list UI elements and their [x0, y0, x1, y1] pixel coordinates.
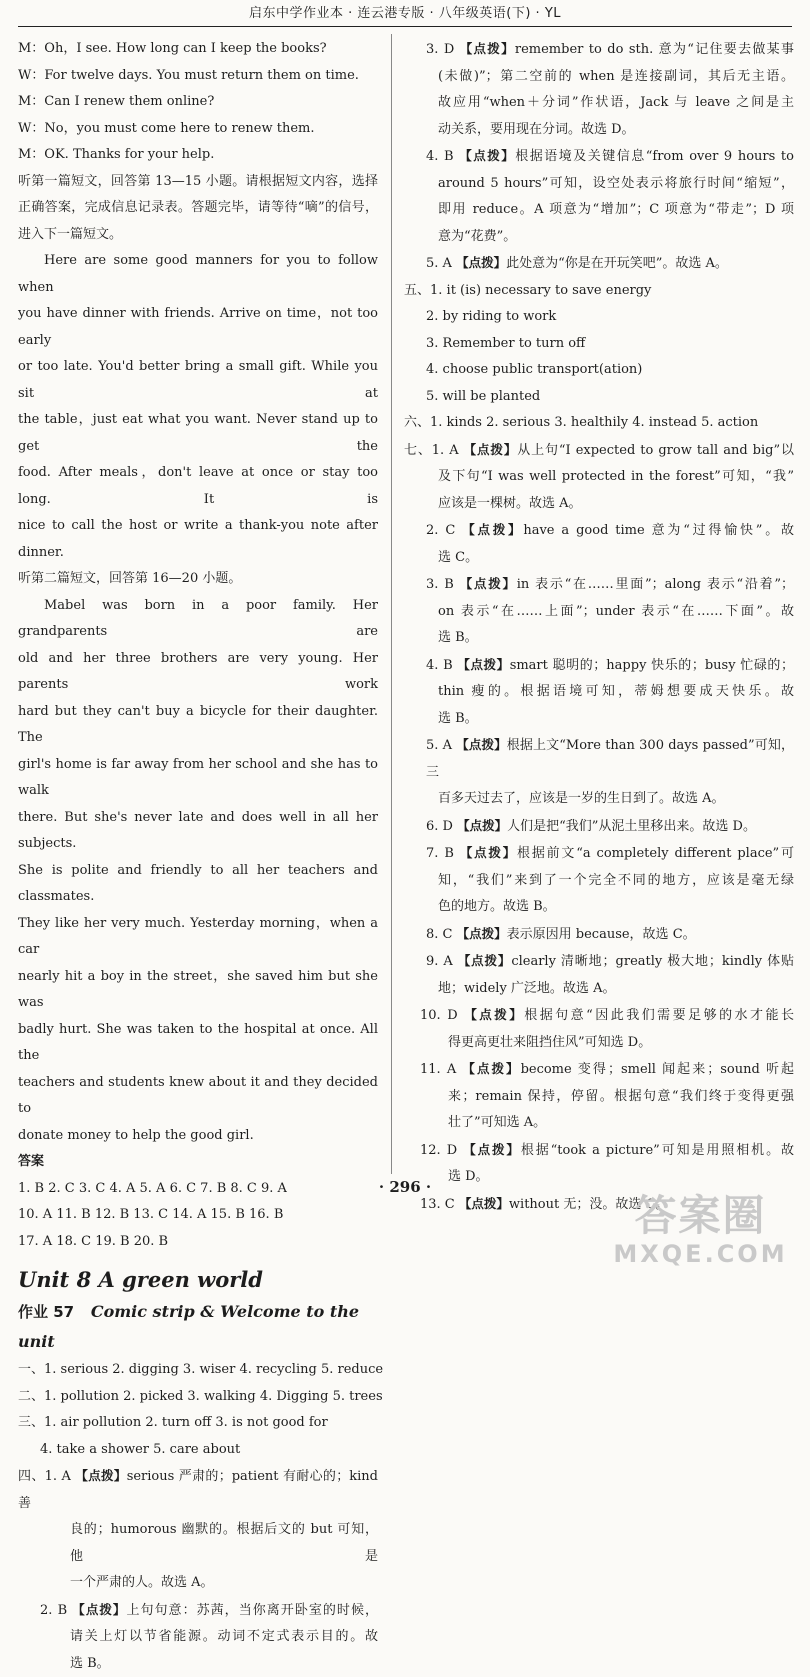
item-number: 4. B	[426, 658, 457, 673]
right-column	[404, 36, 794, 1218]
passage1-line: Here are some good manners for you to follow when	[18, 248, 378, 301]
watermark-url: MXQE.COM	[613, 1240, 788, 1268]
explanation: clearly 清晰地；greatly 极大地；kindly 体贴	[511, 954, 794, 969]
passage2-line: nearly hit a boy in the street，she saved him but she was	[18, 964, 378, 1017]
tip-label: 【点拨】	[460, 41, 515, 56]
answer-item	[404, 437, 794, 465]
section-6: 六、1. kinds 2. serious 3. healthily 4. instead 5. action	[404, 410, 794, 437]
instruction-line: 正确答案，完成信息记录表。答题完毕，请等待“嘀”的信号，	[18, 195, 378, 222]
section-5: 3. Remember to turn off	[404, 331, 794, 358]
section-4-item	[18, 1463, 378, 1517]
answer-item	[404, 36, 794, 64]
passage2-line: there. But she's never late and does well in all her subjects.	[18, 805, 378, 858]
answer-item	[404, 1002, 794, 1030]
explanation: 根据句意“因此我们需要足够的水才能长	[524, 1008, 794, 1023]
item-number: 8. C	[426, 927, 457, 942]
passage2-line: badly hurt. She was taken to the hospital at once. All the	[18, 1017, 378, 1070]
item-number: 4. B	[426, 149, 459, 164]
explanation-line: 故应用“when＋分词”作状语，Jack 与 leave 之间是主	[404, 90, 794, 117]
explanation-line: 选 C。	[404, 545, 794, 572]
passage2-line: They like her very much. Yesterday morning，when a car	[18, 911, 378, 964]
column-divider	[391, 34, 392, 1174]
passage2-line: teachers and students knew about it and they decided to	[18, 1070, 378, 1123]
section-3: 4. take a shower 5. care about	[18, 1437, 378, 1464]
dialogue-line: W：For twelve days. You must return them on time.	[18, 63, 378, 90]
explanation: 根据“took a picture”可知是用照相机。故	[521, 1143, 794, 1158]
explanation-line: 动关系，要用现在分词。故选 D。	[404, 117, 794, 144]
explanation-line: 得更高更壮来阻挡住风”可知选 D。	[404, 1030, 794, 1057]
explanation-line: 良的；humorous 幽默的。根据后文的 but 可知，他是	[18, 1517, 378, 1570]
explanation: 表示原因用 because，故选 C。	[507, 927, 696, 942]
explanation-line: 请关上灯以节省能源。动词不定式表示目的。故	[18, 1624, 378, 1651]
dialogue-line: M：OK. Thanks for your help.	[18, 142, 378, 169]
homework-name: Comic strip & Welcome to the unit	[18, 1302, 359, 1351]
unit-title: Unit 8 A green world	[18, 1263, 378, 1297]
answer-item	[404, 732, 794, 786]
passage2-intro: 听第二篇短文，回答第 16—20 小题。	[18, 566, 378, 593]
item-number: 2. C	[426, 523, 462, 538]
answer-row: 17. A 18. C 19. B 20. B	[18, 1229, 378, 1256]
homework-label: 作业 57	[18, 1303, 74, 1321]
explanation-line: 百多天过去了，应该是一岁的生日到了。故选 A。	[404, 786, 794, 813]
answers-label: 答案	[18, 1149, 378, 1176]
item-number: 11. A	[420, 1062, 462, 1077]
explanation-line: 应该是一棵树。故选 A。	[404, 491, 794, 518]
section-5: 五、1. it (is) necessary to save energy	[404, 278, 794, 305]
homework-title	[18, 1297, 378, 1357]
explanation: serious 严肃的；patient 有耐心的；kind 善	[18, 1469, 378, 1511]
explanation-line: 即用 reduce。A 项意为“增加”；C 项意为“带走”；D 项	[404, 197, 794, 224]
answer-item	[404, 1056, 794, 1084]
tip-label: 【点拨】	[464, 1007, 524, 1022]
item-number: 6. D	[426, 819, 457, 834]
dialogue-line: M：Oh，I see. How long can I keep the books?	[18, 36, 378, 63]
answer-item	[404, 250, 794, 278]
page-header: 启东中学作业本 · 连云港专版 · 八年级英语(下) · YL	[18, 0, 792, 27]
tip-label: 【点拨】	[460, 845, 517, 860]
dialogue-line: W：No，you must come here to renew them.	[18, 116, 378, 143]
explanation-line: 壮了”可知选 A。	[404, 1110, 794, 1137]
explanation: without 无；没。故选 C。	[509, 1197, 669, 1212]
section-1: 一、1. serious 2. digging 3. wiser 4. recycling 5. reduce	[18, 1357, 378, 1384]
answer-item	[404, 1137, 794, 1165]
item-number: 四、1. A	[18, 1469, 75, 1484]
item-number: 12. D	[420, 1143, 463, 1158]
tip-label: 【点拨】	[456, 255, 506, 270]
tip-label: 【点拨】	[459, 148, 515, 163]
explanation: remember to do sth. 意为“记住要去做某事	[515, 42, 794, 57]
explanation: 人们是把“我们”从泥土里移出来。故选 D。	[507, 819, 756, 834]
tip-label: 【点拨】	[75, 1468, 126, 1483]
tip-label: 【点拨】	[462, 522, 523, 537]
tip-label: 【点拨】	[456, 737, 506, 752]
tip-label: 【点拨】	[464, 442, 518, 457]
item-number: 9. A	[426, 954, 458, 969]
answer-item	[404, 571, 794, 599]
item-number: 5. A	[426, 738, 456, 753]
explanation-line: 来；remain 保持，停留。根据句意“我们终于变得更强	[404, 1084, 794, 1111]
dialogue-line: M：Can I renew them online?	[18, 89, 378, 116]
answer-row: 1. B 2. C 3. C 4. A 5. A 6. C 7. B 8. C 9. A	[18, 1176, 378, 1203]
explanation-line: around 5 hours”可知，设空处表示将旅行时间“缩短”，	[404, 171, 794, 198]
explanation-line: 选 B。	[404, 625, 794, 652]
answer-item	[404, 948, 794, 976]
passage2-line: Mabel was born in a poor family. Her grandparents are	[18, 593, 378, 646]
explanation: in 表示“在……里面”；along 表示“沿着”；	[517, 577, 794, 592]
answer-row: 10. A 11. B 12. B 13. C 14. A 15. B 16. B	[18, 1202, 378, 1229]
tip-label: 【点拨】	[457, 926, 507, 941]
passage2-line: She is polite and friendly to all her teachers and classmates.	[18, 858, 378, 911]
item-number: 13. C	[420, 1197, 459, 1212]
explanation: become 变得；smell 闻起来；sound 听起	[521, 1062, 794, 1077]
item-number: 7. B	[426, 846, 460, 861]
answer-item	[404, 143, 794, 171]
instruction-line: 进入下一篇短文。	[18, 222, 378, 249]
answer-item	[404, 517, 794, 545]
explanation-line: 及下句“I was well protected in the forest”可知，“我”	[404, 464, 794, 491]
watermark-text: 答案圈	[613, 1192, 788, 1240]
explanation-line: thin 瘦的。根据语境可知，蒂姆想要成天快乐。故	[404, 679, 794, 706]
watermark-logo	[613, 1192, 788, 1274]
item-number: 10. D	[420, 1008, 464, 1023]
explanation: 从上句“I expected to grow tall and big”以	[517, 443, 794, 458]
item-number: 5. A	[426, 256, 456, 271]
item-number: 3. B	[426, 577, 460, 592]
left-column	[18, 36, 378, 1677]
explanation-line: 知，“我们”来到了一个完全不同的地方，应该是毫无绿	[404, 868, 794, 895]
page-number: · 296 ·	[0, 1178, 810, 1196]
explanation-line: 意为“花费”。	[404, 224, 794, 251]
instruction-line: 听第一篇短文，回答第 13—15 小题。请根据短文内容，选择	[18, 169, 378, 196]
explanation-line: 选 D。	[404, 1164, 794, 1191]
explanation: 此处意为“你是在开玩笑吧”。故选 A。	[506, 256, 728, 271]
passage1-line: the table，just eat what you want. Never stand up to get the	[18, 407, 378, 460]
section-5: 5. will be planted	[404, 384, 794, 411]
explanation: 根据前文“a completely different place”可	[517, 846, 794, 861]
section-5: 2. by riding to work	[404, 304, 794, 331]
passage1-line: food. After meals，don't leave at once or stay too long. It is	[18, 460, 378, 513]
section-2: 二、1. pollution 2. picked 3. walking 4. Digging 5. trees	[18, 1384, 378, 1411]
explanation-line: 色的地方。故选 B。	[404, 894, 794, 921]
explanation: have a good time 意为“过得愉快”。故	[523, 523, 794, 538]
tip-label: 【点拨】	[462, 1061, 520, 1076]
explanation: 根据语境及关键信息“from over 9 hours to	[515, 149, 794, 164]
explanation: 根据上文“More than 300 days passed”可知，三	[426, 738, 794, 780]
answer-item	[404, 840, 794, 868]
passage2-line: hard but they can't buy a bicycle for their daughter. The	[18, 699, 378, 752]
tip-label: 【点拨】	[459, 1196, 509, 1211]
answer-item	[404, 652, 794, 680]
explanation-line: 地；widely 广泛地。故选 A。	[404, 976, 794, 1003]
section-5: 4. choose public transport(ation)	[404, 357, 794, 384]
explanation: 上句句意：苏茜，当你离开卧室的时候，	[126, 1603, 378, 1618]
explanation-line: (未做)”；第二空前的 when 是连接副词，其后无主语。	[404, 64, 794, 91]
explanation-line: on 表示“在……上面”；under 表示“在……下面”。故	[404, 599, 794, 626]
tip-label: 【点拨】	[457, 657, 509, 672]
explanation-line: 一个严肃的人。故选 A。	[18, 1570, 378, 1597]
passage2-line: old and her three brothers are very young. Her parents work	[18, 646, 378, 699]
passage2-line: girl's home is far away from her school and she has to walk	[18, 752, 378, 805]
tip-label: 【点拨】	[463, 1142, 521, 1157]
item-number: 七、1. A	[404, 443, 464, 458]
answer-item	[404, 921, 794, 949]
explanation-line: 选 B。	[18, 1651, 378, 1677]
tip-label: 【点拨】	[72, 1602, 126, 1617]
tip-label: 【点拨】	[460, 576, 517, 591]
passage1-line: or too late. You'd better bring a small gift. While you sit at	[18, 354, 378, 407]
explanation: smart 聪明的；happy 快乐的；busy 忙碌的；	[510, 658, 794, 673]
answer-item	[404, 813, 794, 841]
item-number: 2. B	[40, 1603, 72, 1618]
explanation-line: 选 B。	[404, 706, 794, 733]
section-4-item	[18, 1597, 378, 1625]
tip-label: 【点拨】	[457, 818, 507, 833]
tip-label: 【点拨】	[458, 953, 512, 968]
section-3: 三、1. air pollution 2. turn off 3. is not good for	[18, 1410, 378, 1437]
passage1-line: you have dinner with friends. Arrive on time，not too early	[18, 301, 378, 354]
passage2-line: donate money to help the good girl.	[18, 1123, 378, 1150]
item-number: 3. D	[426, 42, 460, 57]
passage1-line: nice to call the host or write a thank-you note after dinner.	[18, 513, 378, 566]
